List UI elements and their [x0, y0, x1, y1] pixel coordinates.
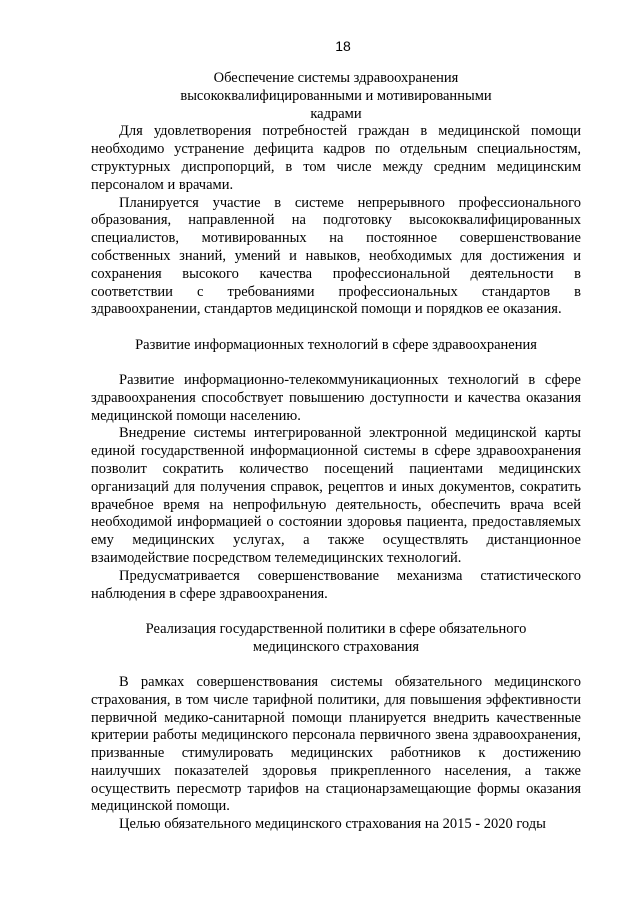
paragraph: Предусматривается совершенствование механизма статистического наблюдения в сфере здравоохранения.	[91, 567, 581, 602]
section-medical-insurance	[91, 621, 581, 834]
paragraph: Развитие информационно-телекоммуникационных технологий в сфере здравоохранения способствует повышению доступности и качества оказания медицинской помощи населению.	[91, 371, 581, 424]
section-healthcare-staff	[91, 70, 581, 319]
section-heading: Обеспечение системы здравоохранения высококвалифицированными и мотивированными кадрами	[180, 70, 492, 122]
paragraph: В рамках совершенствования системы обязательного медицинского страхования, в том числе тарифной политики, для повышения эффективности первичной медико-санитарной помощи планируется внедрить качественные критерии работы медицинского персонала первичного звена здравоохранения, призванные стимулировать медицинских работников к достижению наилучших показателей здоровья прикрепленного населения, а также осуществить пересмотр тарифов на стационарзамещающие формы оказания медицинской помощи.	[91, 673, 581, 815]
section-heading: Развитие информационных технологий в сфере здравоохранения	[135, 337, 537, 354]
paragraph: Внедрение системы интегрированной электронной медицинской карты единой государственной информационной системы в сфере здравоохранения позволит сократить количество посещений пациентами медицинских организаций для получения справок, рецептов и иных документов, сократить врачебное время на непрофильную деятельность, обеспечить врача всей необходимой информацией о состоянии здоровья пациента, предоставляемых ему медицинских услугах, а также осуществлять дистанционное взаимодействие посредством телемедицинских технологий.	[91, 425, 581, 566]
paragraph: Для удовлетворения потребностей граждан в медицинской помощи необходимо устранение дефицита кадров по отдельным специальностям, структурных диспропорций, в том числе между средним медицинским персоналом и врачами.	[91, 123, 581, 193]
section-heading: Реализация государственной политики в сфере обязательного медицинского страхования	[145, 621, 527, 656]
paragraph: Планируется участие в системе непрерывного профессионального образования, направленной на подготовку высококвалифицированных специалистов, мотивированных на постоянное совершенствование собственных знаний, умений и навыков, необходимых для достижения и сохранения высокого качества профессиональной деятельности в соответствии с требованиями профессиональных стандартов в здравоохранении, стандартов медицинской помощи и порядков ее оказания.	[91, 194, 581, 318]
section-information-technology	[91, 337, 581, 603]
document-page	[91, 38, 581, 834]
paragraph: Целью обязательного медицинского страхования на 2015 - 2020 годы	[119, 816, 546, 833]
page-number: 18	[335, 38, 351, 54]
